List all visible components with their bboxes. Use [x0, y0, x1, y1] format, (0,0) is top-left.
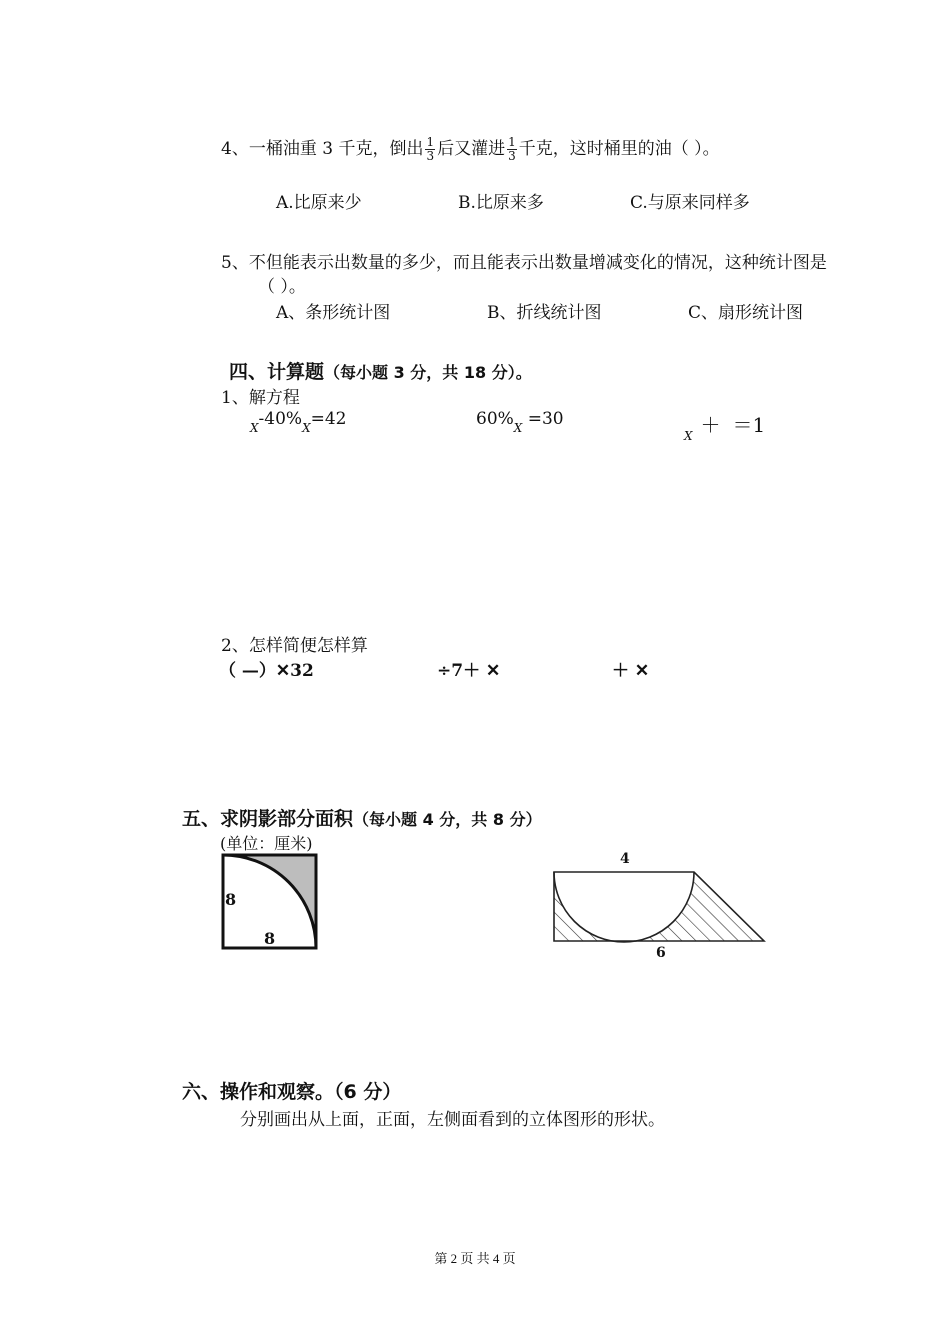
q4-text-a: 4、一桶油重 3 千克，倒出	[221, 139, 424, 159]
equation-1: $_X-40\%_X=42$	[250, 409, 347, 435]
section-6-instruction: 分别画出从上面，正面，左侧面看到的立体图形的形状。	[240, 1110, 665, 1130]
q5-blank: （ ）。	[258, 277, 306, 297]
fig2-bottom-label: 6	[656, 945, 666, 961]
sub-question-2: 2、怎样简便怎样算	[221, 636, 368, 656]
q4-option-c: C.与原来同样多	[630, 193, 750, 213]
page-footer: 第 2 页 共 4 页	[434, 1251, 516, 1266]
figure-trapezoid-semicircle	[548, 864, 770, 948]
equation-3: $_X$ ＋ ＝1	[684, 413, 766, 443]
equation-2: $60\%_X =30$	[476, 409, 564, 435]
section-5-score: （每小题 4 分，共 8 分）	[353, 810, 542, 829]
q5-option-a: A、条形统计图	[276, 303, 391, 323]
section-4-score: （每小题 3 分，共 18 分）。	[324, 363, 532, 382]
section-5-title: 五、求阴影部分面积	[182, 808, 354, 830]
section-6-title: 六、操作和观察。（6 分）	[182, 1081, 402, 1103]
section-4-title: 四、计算题	[229, 361, 325, 383]
calc-1: （ —）✕32	[219, 661, 314, 681]
q4-option-a: A.比原来少	[276, 193, 362, 213]
fig2-top-label: 4	[620, 851, 630, 867]
section-4-heading	[229, 357, 532, 384]
q5-option-b: B、折线统计图	[487, 303, 602, 323]
calc-3: ＋ ✕	[612, 661, 650, 681]
unit-label: (单位：厘米)	[220, 834, 313, 853]
q4-option-b: B.比原来多	[458, 193, 544, 213]
fraction-one-third: $\frac{1}{3}$	[508, 135, 516, 163]
q5-option-c: C、扇形统计图	[688, 303, 804, 323]
fraction-one-third: $\frac{1}{3}$	[426, 135, 435, 163]
fig1-bottom-label: 8	[264, 929, 276, 948]
q4-text-c: 千克，这时桶里的油（ ）。	[518, 139, 720, 159]
question-4	[221, 134, 720, 163]
calc-2: ÷7＋ ✕	[437, 661, 501, 681]
q4-text-b: 后又灌进	[437, 139, 506, 159]
fig1-side-label: 8	[225, 890, 237, 909]
section-5-heading	[182, 804, 542, 831]
sub-question-1: 1、解方程	[221, 388, 300, 408]
q5-text: 5、不但能表示出数量的多少，而且能表示出数量增减变化的情况，这种统计图是	[221, 253, 827, 273]
